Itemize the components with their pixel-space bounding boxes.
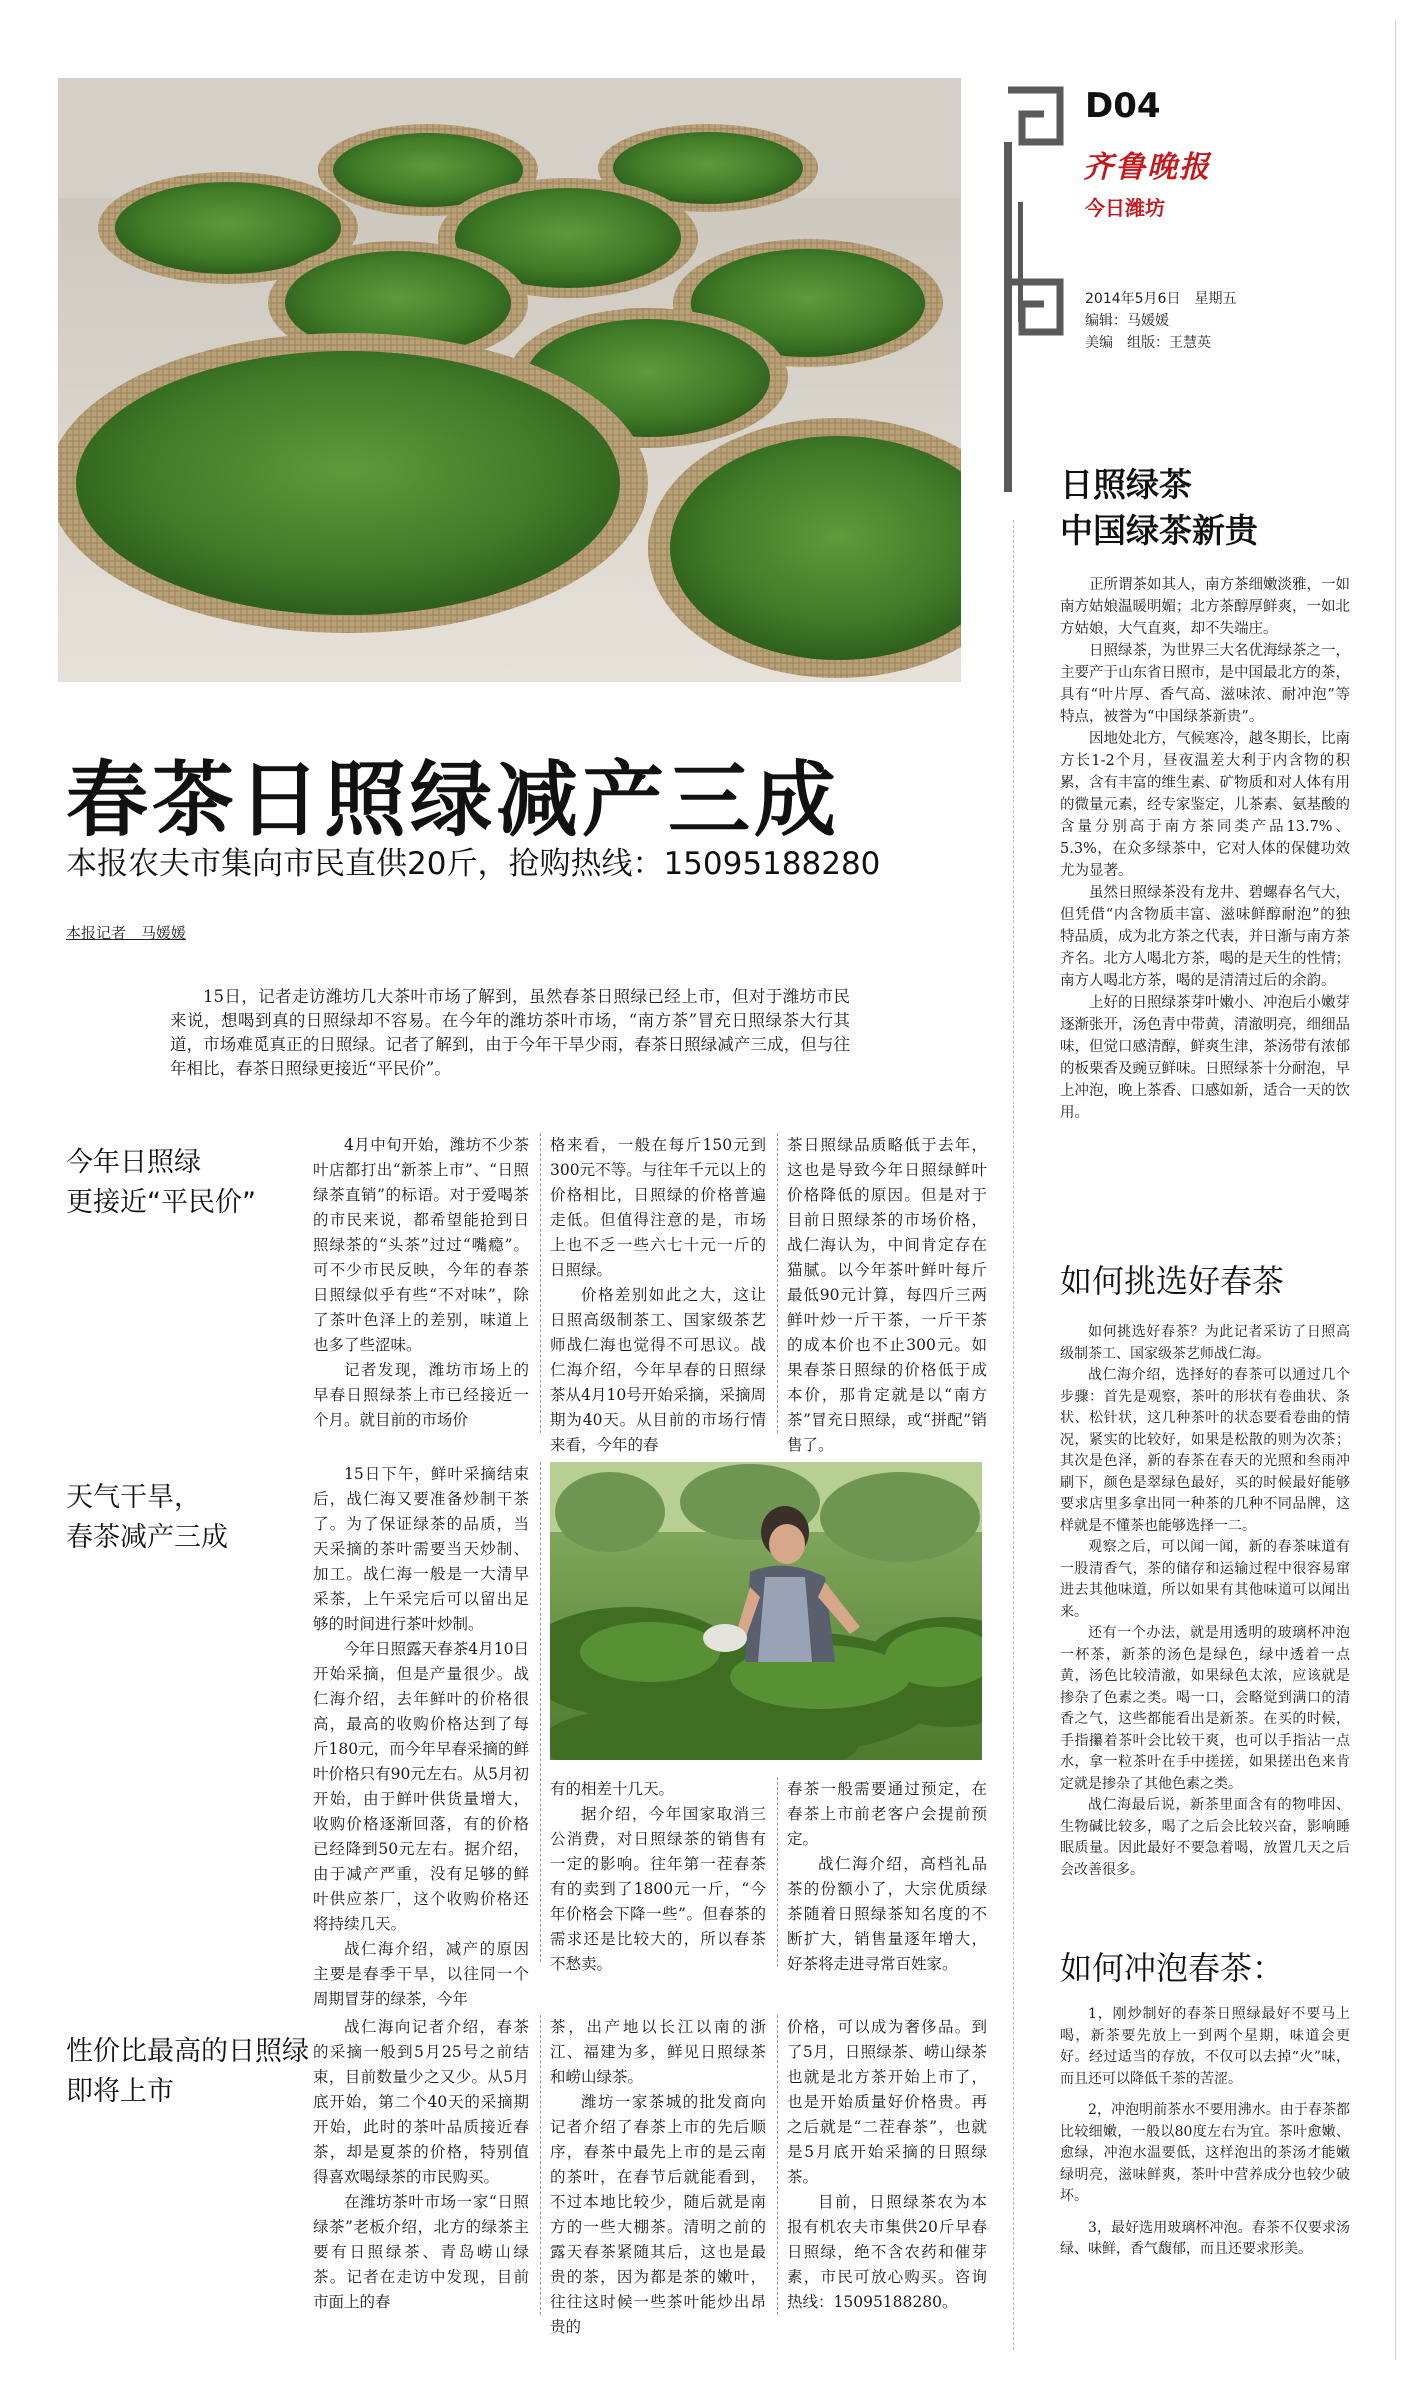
tea-picking-photo: [550, 1462, 982, 1760]
section2-col2: [550, 1777, 766, 1977]
paragraph: 茶日照绿品质略低于去年，这也是导致今年日照绿鲜叶价格降低的原因。但是对于目前日照绿茶的市场价格，战仁海认为，中间肯定存在猫腻。以今年茶叶鲜叶每斤最低90元计算，每四斤三两鲜叶炒一斤干茶，一斤干茶的成本价也不止300元。如果春茶日照绿的价格低于成本价，那肯定就是以“南方茶”冒充日照绿，或“拼配”销售了。: [787, 1136, 987, 1454]
how-pick-body: [1060, 1322, 1350, 1881]
paper-logo: 齐鲁晚报: [1083, 150, 1211, 185]
byline: 本报记者 马媛媛: [66, 924, 187, 942]
paragraph: 3，最好选用玻璃杯冲泡。春茶不仅要求汤绿、味鲜，香气馥郁，而且还要求形美。: [1060, 2219, 1350, 2257]
feature-title-line1: 日照绿茶: [1060, 465, 1192, 504]
page-number: D04: [1085, 86, 1161, 126]
section2-heading-line1: 天气干旱，: [66, 1482, 201, 1513]
paragraph: 1，刚炒制好的春茶日照绿最好不要马上喝，新茶要先放上一到两个星期，味道会更好。经过适当的存放，不仅可以去掉“火”味，而且还可以降低千茶的苦涩。: [1060, 2006, 1350, 2087]
paragraph: 战仁海介绍，高档礼品茶的份额小了，大宗优质绿茶随着日照绿茶知名度的不断扩大，销售量逐年增大，好茶将走进寻常百姓家。: [787, 1855, 987, 1973]
section3-col2: [550, 2015, 766, 2340]
section2-col3: [787, 1777, 987, 1977]
feature-body: [1060, 574, 1350, 1124]
lead-paragraph: [170, 985, 850, 1081]
headline: 春茶日照绿减产三成: [66, 753, 841, 848]
section1-col2: [550, 1133, 766, 1458]
paragraph: 潍坊一家茶城的批发商向记者介绍了春茶上市的先后顺序，春茶中最先上市的是云南的茶叶，在春节后就能看到，不过本地比较少，随后就是南方的一些大棚茶。清明之前的露天春茶紧随其后，这也是最贵的茶，因为都是茶的嫩叶，往往这时候一些茶叶能炒出昂贵的: [550, 2093, 766, 2336]
section1-col1: [313, 1133, 529, 1433]
paragraph: 春茶一般需要通过预定，在春茶上市前老客户会提前预定。: [787, 1780, 987, 1848]
paragraph: 观察之后，可以闻一闻，新的春茶味道有一股清香气，茶的储存和运输过程中很容易窜进去其他味道，所以如果有其他味道可以闻出来。: [1060, 1539, 1350, 1620]
section3-heading-line1: 性价比最高的日照绿: [66, 2036, 309, 2067]
paragraph: 价格，可以成为奢侈品。到了5月，日照绿茶、崂山绿茶也就是北方茶开始上市了，也是开始质量好价格贵。再之后就是“二茬春茶”，也就是5月底开始采摘的日照绿茶。: [787, 2018, 987, 2186]
how-brew-title: 如何冲泡春茶：: [1060, 1949, 1285, 1987]
issue-date: 2014年5月6日 星期五: [1085, 291, 1237, 307]
paragraph: 格来看，一般在每斤150元到300元不等。与往年千元以上的价格相比，日照绿的价格普遍走低。但值得注意的是，市场上也不乏一些六七十元一斤的日照绿。: [550, 1136, 766, 1279]
section1-heading: [66, 1143, 306, 1223]
section3-heading: [66, 2032, 326, 2112]
paragraph: 如何挑选好春茶？为此记者采访了日照高级制茶工、国家级茶艺师战仁海。: [1060, 1324, 1350, 1362]
paragraph: 2，冲泡明前茶水不要用沸水。由于春茶都比较细嫩，一般以80度左右为宜。茶叶愈嫩、愈绿，冲泡水温要低，这样泡出的茶汤才能嫩绿明亮，滋味鲜爽，茶叶中营养成分也较少破坏。: [1060, 2102, 1350, 2204]
section3-col1: [313, 2015, 529, 2315]
section3-col3: [787, 2015, 987, 2315]
paragraph: 15日下午，鲜叶采摘结束后，战仁海又要准备炒制干茶了。为了保证绿茶的品质，当天采摘的茶叶需要当天炒制、加工。战仁海一般是一大清早采茶，上午采完后可以留出足够的时间进行茶叶炒制。: [313, 1465, 529, 1633]
section3-heading-line2: 即将上市: [66, 2076, 174, 2107]
paragraph: 战仁海向记者介绍，春茶的采摘一般到5月25号之前结束，目前数量少之又少。从5月底开始，第二个40天的采摘期开始，此时的茶叶品质接近春茶，却是夏茶的价格，特别值得喜欢喝绿茶的市民购买。: [313, 2018, 529, 2186]
how-brew-body: [1060, 2004, 1350, 2261]
lead-text: 15日，记者走访潍坊几大茶叶市场了解到，虽然春茶日照绿已经上市，但对于潍坊市民来说，想喝到真的日照绿却不容易。在今年的潍坊茶叶市场，“南方茶”冒充日照绿茶大行其道，市场难觅真正的日照绿。记者了解到，由于今年干旱少雨，春茶日照绿减产三成，但与往年相比，春茶日照绿更接近“平民价”。: [170, 987, 850, 1078]
paragraph: 上好的日照绿茶芽叶嫩小、冲泡后小嫩芽逐渐张开，汤色青中带黄，清澈明亮，细细品味，但觉口感清醇，鲜爽生津，茶汤带有浓郁的板栗香及豌豆鲜味。日照绿茶十分耐泡，早上冲泡，晚上茶香、口感如新，适合一天的饮用。: [1060, 995, 1350, 1121]
how-pick-title: 如何挑选好春茶: [1060, 1262, 1285, 1300]
paragraph: 还有一个办法，就是用透明的玻璃杯冲泡一杯茶，新茶的汤色是绿色，绿中透着一点黄，汤色比较清澈，如果绿色太浓，应该就是掺杂了色素之类。喝一口，会略觉到满口的清香之气，这些都能看出是新茶。在买的时候，手指攥着茶叶会比较干爽，也可以手指沾一点水，拿一粒茶叶在手中搓搓，如果搓出色来肯定就是掺杂了其他色素之类。: [1060, 1625, 1350, 1792]
paragraph: 日照绿茶，为世界三大名优海绿茶之一，主要产于山东省日照市，是中国最北方的茶，具有“叶片厚、香气高、滋味浓、耐冲泡”等特点，被誉为“中国绿茶新贵”。: [1060, 643, 1350, 725]
section2-col1: [313, 1462, 529, 2012]
tea-drying-baskets-photo: [58, 78, 961, 682]
paragraph: 记者发现，潍坊市场上的早春日照绿茶上市已经接近一个月。就目前的市场价: [313, 1361, 529, 1429]
paragraph: 因地处北方，气候寒冷，越冬期长，比南方长1-2个月，昼夜温差大利于内含物的积累，含有丰富的维生素、矿物质和对人体有用的微量元素，经专家鉴定，儿茶素、氨基酸的含量分别高于南方茶同类产品13.7%、5.3%，在众多绿茶中，它对人体的保健功效尤为显著。: [1060, 731, 1350, 879]
paragraph: 价格差别如此之大，这让日照高级制茶工、国家级茶艺师战仁海也觉得不可思议。战仁海介绍，今年早春的日照绿茶从4月10号开始采摘，采摘周期为40天。从目前的市场行情来看，今年的春: [550, 1286, 766, 1454]
design-credit: 美编 组版：王慧英: [1085, 335, 1211, 351]
section-name: 今日潍坊: [1085, 196, 1165, 220]
editor-credit: 编辑：马媛媛: [1085, 313, 1169, 329]
section1-heading-line2: 更接近“平民价”: [66, 1187, 256, 1218]
paragraph: 战仁海介绍，选择好的春茶可以通过几个步骤：首先是观察，茶叶的形状有卷曲状、条状、松针状，这几种茶叶的状态要看卷曲的情况，紧实的比较好，如果是松散的则为次茶；其次是色泽，新的春茶在春天的光照和叁雨冲刷下，颜色是翠绿色最好，买的时候最好能够要求店里多拿出同一种茶的几种不同品牌，这样就是不懂茶也能够选择一二。: [1060, 1367, 1350, 1534]
paragraph: 战仁海介绍，减产的原因主要是春季干旱，以往同一个周期冒芽的绿茶，今年: [313, 1940, 529, 2008]
section-ornament: [1000, 82, 1070, 492]
paragraph: 今年日照露天春茶4月10日开始采摘，但是产量很少。战仁海介绍，去年鲜叶的价格很高，最高的收购价格达到了每斤180元，而今年早春采摘的鲜叶价格只有90元左右。从5月初开始，由于鲜叶供货量增大，收购价格逐渐回落，有的价格已经降到50元左右。据介绍，由于减产严重，没有足够的鲜叶供应茶厂，这个收购价格还将持续几天。: [313, 1640, 529, 1933]
section2-heading: [66, 1478, 306, 1558]
paragraph: 正所谓茶如其人，南方茶细嫩淡雅，一如南方姑娘温暖明媚；北方茶醇厚鲜爽，一如北方姑娘，大气直爽，却不失端庄。: [1060, 577, 1350, 637]
section1-col3: [787, 1133, 987, 1458]
paragraph: 茶，出产地以长江以南的浙江、福建为多，鲜见日照绿茶和崂山绿茶。: [550, 2018, 766, 2086]
feature-title: [1060, 462, 1258, 554]
feature-title-line2: 中国绿茶新贵: [1060, 511, 1258, 550]
paragraph: 据介绍，今年国家取消三公消费，对日照绿茶的销售有一定的影响。往年第一茬春茶有的卖到了1800元一斤，“今年价格会下降一些”。但春茶的需求还是比较大的，所以春茶不愁卖。: [550, 1805, 766, 1973]
section2-heading-line2: 春茶减产三成: [66, 1522, 228, 1553]
paragraph: 战仁海最后说，新茶里面含有的物啡因、生物碱比较多，喝了之后会比较兴奋，影响睡眠质量。因此最好不要急着喝，放置几天之后会改善很多。: [1060, 1797, 1350, 1878]
page-edge-right: [1395, 20, 1396, 2360]
paragraph: 4月中旬开始，潍坊不少茶叶店都打出“新茶上市”、“日照绿茶直销”的标语。对于爱喝茶的市民来说，都希望能抢到日照绿茶的“头茶”过过“嘴瘾”。可不少市民反映，今年的春茶日照绿似乎有些“不对味”，除了茶叶色泽上的差别，味道上也多了些涩味。: [313, 1136, 529, 1354]
paragraph: 在潍坊茶叶市场一家“日照绿茶”老板介绍，北方的绿茶主要有日照绿茶、青岛崂山绿茶。记者在走访中发现，目前市面上的春: [313, 2193, 529, 2311]
subheadline: 本报农夫市集向市民直供20斤，抢购热线：15095188280: [66, 846, 881, 882]
paragraph: 虽然日照绿茶没有龙井、碧螺春名气大，但凭借“内含物质丰富、滋味鲜醇耐泡”的独特品质，成为北方茶之代表，并日渐与南方茶齐名。北方人喝北方茶，喝的是天生的性情；南方人喝北方茶，喝的是清清过后的余韵。: [1060, 885, 1350, 989]
paragraph: 目前，日照绿茶农为本报有机农夫市集供20斤早春日照绿，绝不含农药和催芽素，市民可放心购买。咨询热线：15095188280。: [787, 2193, 987, 2311]
paragraph: 有的相差十几天。: [550, 1780, 675, 1798]
section1-heading-line1: 今年日照绿: [66, 1147, 201, 1178]
